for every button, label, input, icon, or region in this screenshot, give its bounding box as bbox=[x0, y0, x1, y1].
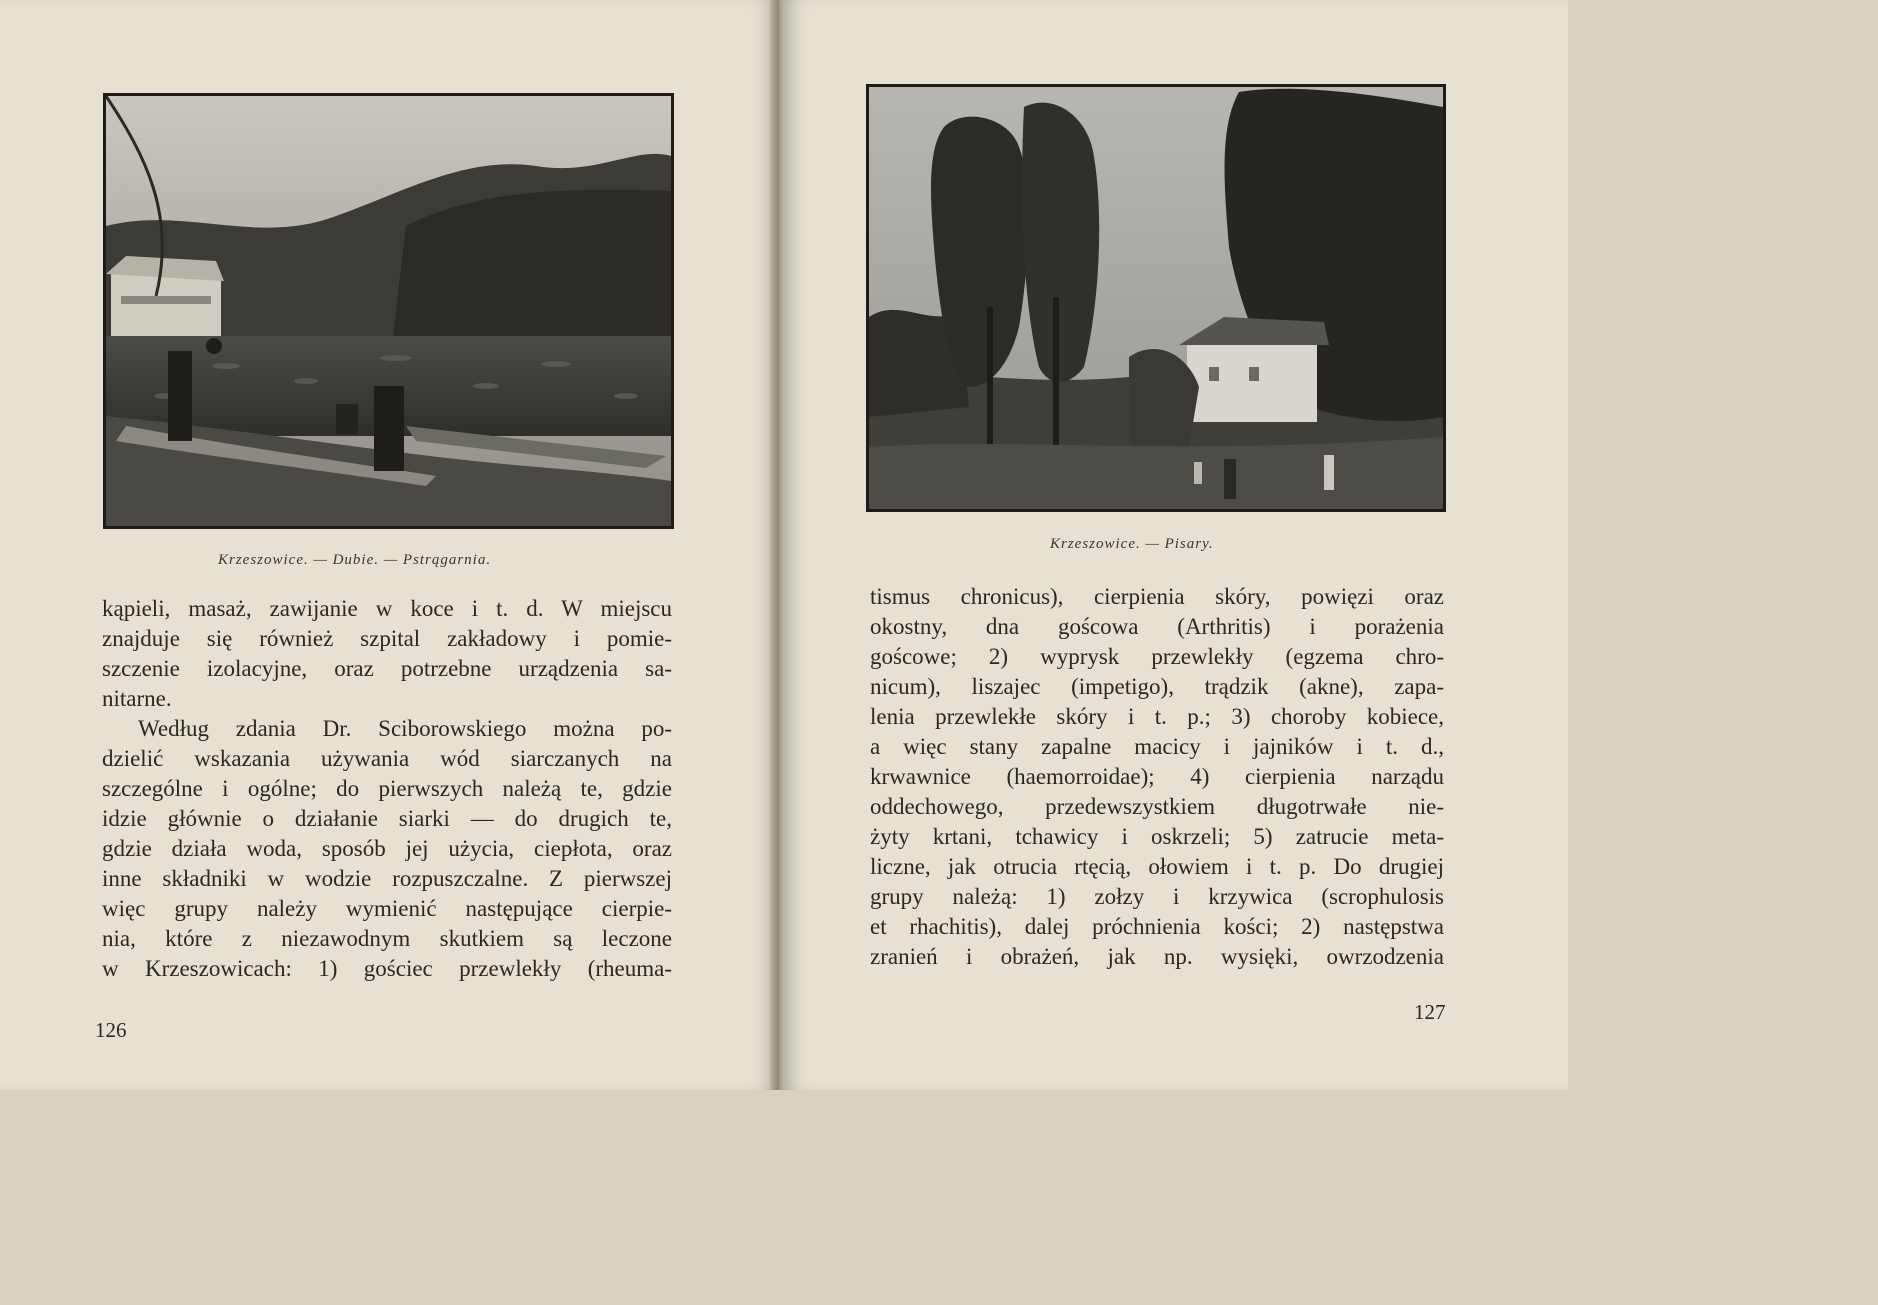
text-line: dzielić wskazania używania wód siarczanych na bbox=[102, 746, 672, 771]
text-line: liczne, jak otrucia rtęcią, ołowiem i t. p. Do drugiej bbox=[870, 854, 1444, 879]
text-line: więc grupy należy wymienić następujące cierpie- bbox=[102, 896, 672, 921]
text-line: kąpieli, masaż, zawijanie w koce i t. d. W miejscu bbox=[102, 596, 672, 621]
text-line: zranień i obrażeń, jak np. wysięki, owrzodzenia bbox=[870, 944, 1444, 969]
text-line: krwawnice (haemorroidae); 4) cierpienia narządu bbox=[870, 764, 1444, 789]
text-line: tismus chronicus), cierpienia skóry, powięzi oraz bbox=[870, 584, 1444, 609]
text-line: idzie głównie o działanie siarki — do drugich te, bbox=[102, 806, 672, 831]
text-line: goścowe; 2) wyprysk przewlekły (egzema chro- bbox=[870, 644, 1444, 669]
text-line: nicum), liszajec (impetigo), trądzik (akne), zapa- bbox=[870, 674, 1444, 699]
text-line: żyty krtani, tchawicy i oskrzeli; 5) zatrucie meta- bbox=[870, 824, 1444, 849]
text-line: nia, które z niezawodnym skutkiem są leczone bbox=[102, 926, 672, 951]
text-line: lenia przewlekłe skóry i t. p.; 3) choroby kobiece, bbox=[870, 704, 1444, 729]
text-line: grupy należą: 1) zołzy i krzywica (scrophulosis bbox=[870, 884, 1444, 909]
text-line: w Krzeszowicach: 1) gościec przewlekły (rheuma- bbox=[102, 956, 672, 981]
text-line: okostny, dna goścowa (Arthritis) i porażenia bbox=[870, 614, 1444, 639]
page-number: 126 bbox=[95, 1018, 127, 1042]
text-line: gdzie działa woda, sposób jej użycia, ciepłota, oraz bbox=[102, 836, 672, 861]
body-text bbox=[870, 582, 1444, 972]
text-line: znajduje się również szpital zakładowy i pomie- bbox=[102, 626, 672, 651]
photo-caption: Krzeszowice. — Dubie. — Pstrągarnia. bbox=[218, 552, 492, 568]
text-line: a więc stany zapalne macicy i jajników i t. d., bbox=[870, 734, 1444, 759]
text-line: nitarne. bbox=[102, 686, 172, 711]
text-line: et rhachitis), dalej próchnienia kości; 2) następstwa bbox=[870, 914, 1444, 939]
photo-trout-farm bbox=[103, 93, 674, 529]
text-line: oddechowego, przedewszystkiem długotrwałe nie- bbox=[870, 794, 1444, 819]
text-line: szczenie izolacyjne, oraz potrzebne urządzenia sa- bbox=[102, 656, 672, 681]
page-number: 127 bbox=[1414, 1000, 1446, 1024]
body-text bbox=[102, 594, 672, 984]
photo-pisary bbox=[866, 84, 1446, 512]
text-line: szczególne i ogólne; do pierwszych należą te, gdzie bbox=[102, 776, 672, 801]
left-page bbox=[0, 0, 778, 1090]
text-line: inne składniki w wodzie rozpuszczalne. Z pierwszej bbox=[102, 866, 672, 891]
text-line: Według zdania Dr. Sciborowskiego można po- bbox=[138, 716, 672, 741]
right-page bbox=[782, 0, 1568, 1090]
photo-caption: Krzeszowice. — Pisary. bbox=[1050, 536, 1214, 552]
